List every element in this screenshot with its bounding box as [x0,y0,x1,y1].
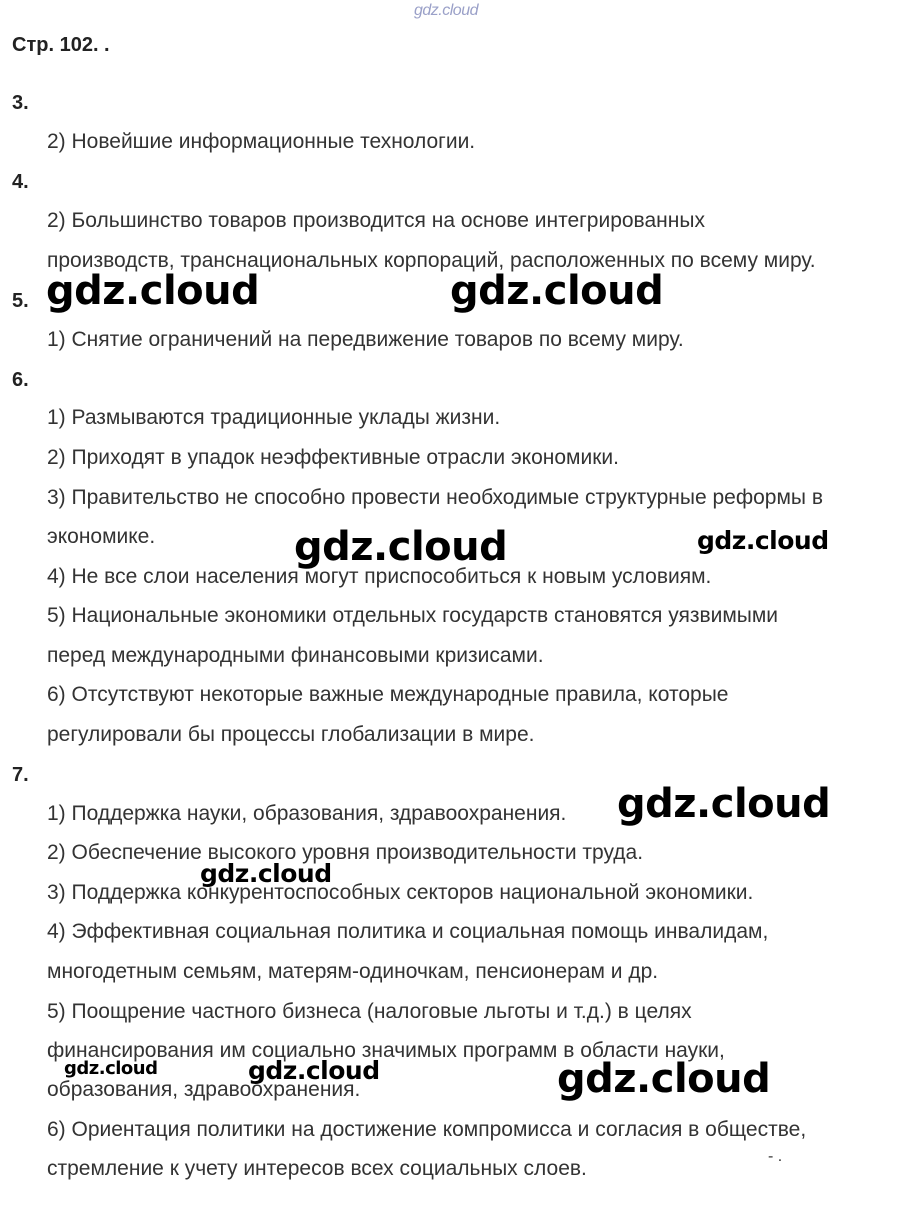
watermark: gdz.cloud [450,268,664,314]
watermark: gdz.cloud [617,781,831,827]
answer-line: 5) Национальные экономики отдельных государств становятся уязвимыми [47,604,779,627]
trailing-marks: - . [768,1148,783,1165]
answer-line: 5) Поощрение частного бизнеса (налоговые льготы и т.д.) в целях [47,1000,692,1023]
watermark: gdz.cloud [557,1056,771,1102]
answer-line: перед международными финансовыми кризисами. [47,644,544,667]
answer-line: образования, здравоохранения. [47,1078,361,1101]
answer-line: 2) Новейшие информационные технологии. [47,130,476,153]
answer-line: 2) Обеспечение высокого уровня производительности труда. [47,841,644,864]
answer-line: 1) Размываются традиционные уклады жизни. [47,406,501,429]
question-number: 6. [12,369,29,391]
answer-line: 6) Отсутствуют некоторые важные международные правила, которые [47,683,729,706]
question-number: 3. [12,92,29,114]
answer-line: 3) Поддержка конкурентоспособных секторов национальной экономики. [47,881,754,904]
answer-line: экономике. [47,525,156,548]
answer-line: 3) Правительство не способно провести необходимые структурные реформы в [47,486,823,509]
watermark: gdz.cloud [248,1056,380,1085]
answer-line: 4) Не все слои населения могут приспособиться к новым условиям. [47,565,712,588]
answer-line: 1) Снятие ограничений на передвижение товаров по всему миру. [47,328,684,351]
answer-line: 6) Ориентация политики на достижение компромисса и согласия в обществе, [47,1118,807,1141]
watermark: gdz.cloud [697,526,829,555]
watermark: gdz.cloud [200,859,332,888]
question-number: 4. [12,171,29,193]
answer-line: 1) Поддержка науки, образования, здравоохранения. [47,802,567,825]
answer-line: 2) Приходят в упадок неэффективные отрасли экономики. [47,446,619,469]
question-number: 7. [12,764,29,786]
question-number: 5. [12,290,29,312]
answer-line: многодетным семьям, матерям-одиночкам, пенсионерам и др. [47,960,659,983]
answer-line: производств, транснациональных корпораций, расположенных по всему миру. [47,249,816,272]
answer-line: 4) Эффективная социальная политика и социальная помощь инвалидам, [47,920,769,943]
watermark: gdz.cloud [46,268,260,314]
page-title: Стр. 102. . [12,34,110,56]
answer-line: регулировали бы процессы глобализации в мире. [47,723,535,746]
answer-line: 2) Большинство товаров производится на основе интегрированных [47,209,705,232]
watermark: gdz.cloud [294,524,508,570]
answer-line: финансирования им социально значимых программ в области науки, [47,1039,725,1062]
watermark: gdz.cloud [64,1058,158,1079]
answer-line: стремление к учету интересов всех социальных слоев. [47,1157,587,1180]
site-watermark-top: gdz.cloud [414,2,478,19]
